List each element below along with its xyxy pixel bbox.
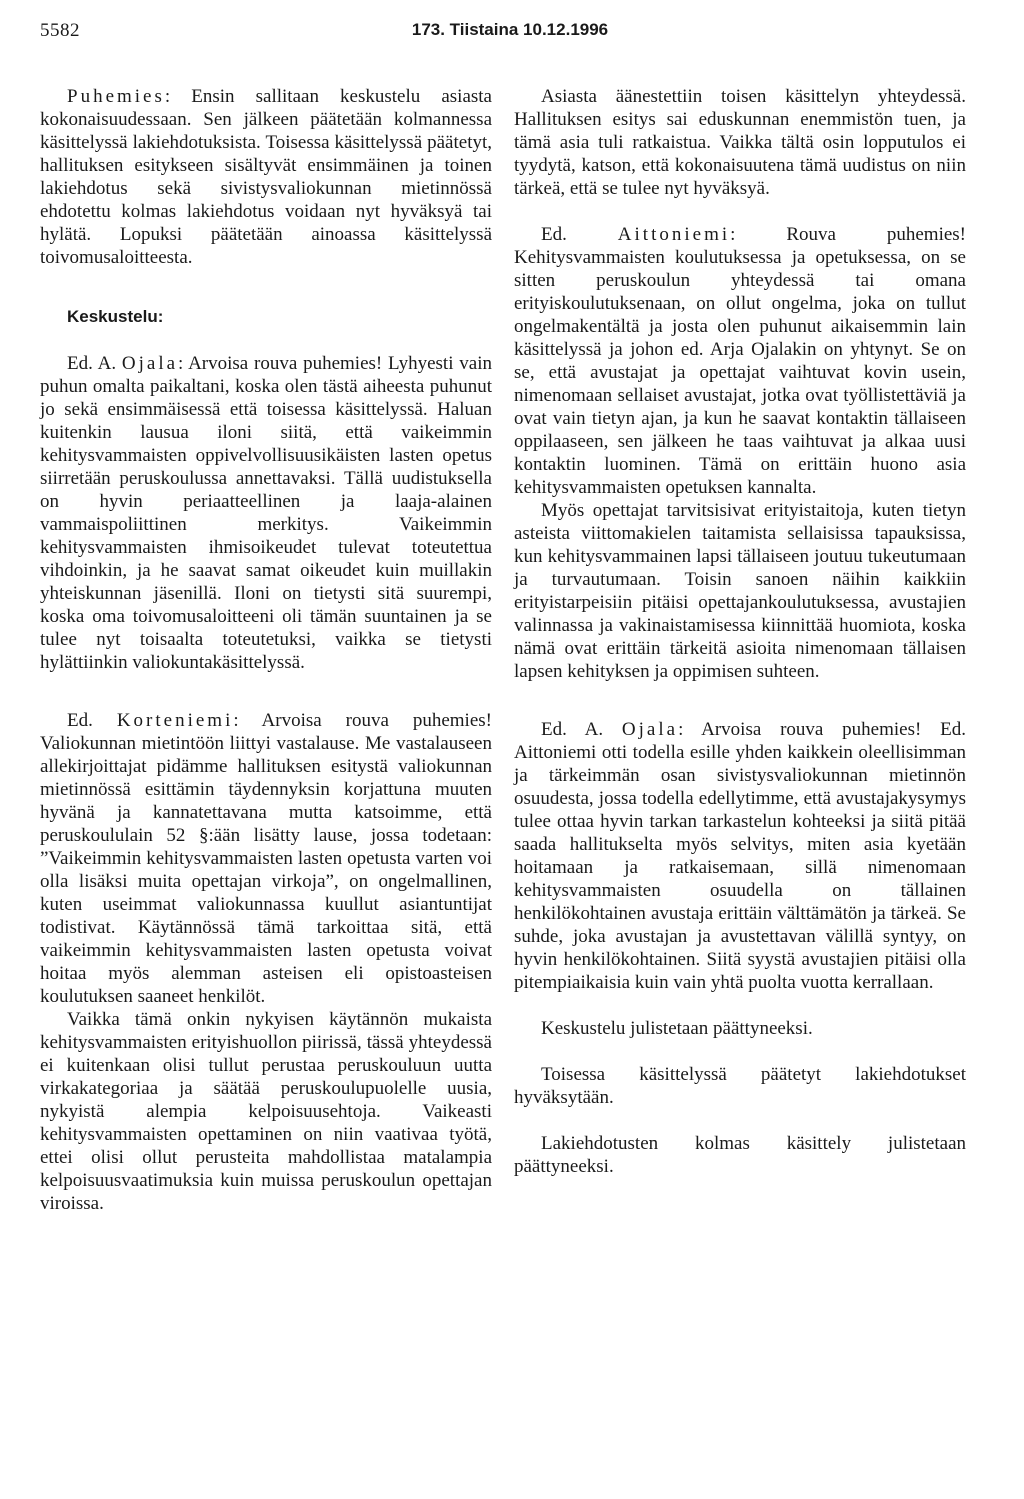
- speech-text: : Rouva puhemies! Kehitysvammaisten koulutuksessa ja opetuksessa, on se sitten peruskoulun yhteydessä tai omana erityiskoulutuksenaan, on ollut ongelma, joka on tullut ongelmakentältä ja josta olen puhunut aikaisemmin lain käsittelyssä ja johon ed. Arja Ojalakin on yhtynyt. Se on se, että avustajat ja opettajat vaihtuvat kovin usein, nimenomaan sellaiset avustajat, jotka ovat työllistettäviä ja ovat vain tietyn ajan, ja kun he saavat kontaktin tällaiseen oppilaaseen, sen jälkeen he taas vaihtuvat ja alkaa uusi kontaktin luominen. Tämä on erittäin huono asia kehitysvammaisten opetuksen kannalta.: [514, 224, 967, 498]
- speech-text: : Arvoisa rouva puhemies! Valiokunnan mietintöön liittyi vastalause. Me vastalauseen allekirjoittajat pidämme hallituksen esitystä valiokunnan mietinnössä esittämin täydennyksin korjattuna muuten hyvänä ja kannatettavana mutta katsoimme, että peruskoululain 52 §:ään lisätty lause, jossa todetaan: ”Vaikeimmin kehitysvammaisten lasten opetusta varten voi olla lisäksi muita opettajan virkoja”, on ongelmallinen, kuten useimmat valiokunnassa kuullut asiantuntijat todistivat. Käytännössä tämä tarkoittaa sitä, että vaikeimmin kehitysvammaisten lasten opetusta voivat hoitaa myös alemman asteisen eli opistoasteisen koulutuksen saaneet henkilöt.: [40, 710, 492, 1007]
- right-column: [514, 85, 966, 1178]
- left-column: [40, 85, 492, 1215]
- speaker-prefix: Ed.: [541, 224, 618, 245]
- approval-statement: Toisessa käsittelyssä päätetyt lakiehdotukset hyväksytään.: [514, 1064, 966, 1108]
- speech-ojala-2: [514, 718, 966, 994]
- speech-text: : Arvoisa rouva puhemies! Lyhyesti vain puhun omalta paikaltani, koska olen tästä aiheesta puhunut jo sekä ensimmäisessä että toisessa käsittelyssä. Haluan kuitenkin lausua iloni siitä, että vaikeimmin kehitysvammaisten oppivelvollisuusikäisten lasten opetus siirretään peruskoulussa annettavaksi. Tällä uudistuksella on hyvin periaatteellinen ja laaja-alainen vammaispoliittinen merkitys. Vaikeimmin kehitysvammaisten ihmisoikeudet tulevat toteutettua vihdoinkin, ja he saavat samat oikeudet kuin muillakin yhteiskunnan jäsenillä. Iloni on tietysti sitä suurempi, koska oma toivomusaloitteeni oli tämän suuntainen ja se tulee nyt toisaalta toteutetuksi, vaikka se tietysti hylättiinkin valiokuntakäsittelyssä.: [40, 353, 492, 673]
- speaker-prefix: Ed. A.: [67, 353, 122, 374]
- page-header: [40, 20, 980, 50]
- speech-ojala-1: [40, 352, 492, 674]
- speech-text: : Ensin sallitaan keskustelu asiasta kokonaisuudessaan. Sen jälkeen päätetään kolmannessa käsittelyssä lakiehdotuksista. Toisessa käsittelyssä päätetyt, hallituksen esitykseen sisältyvät ensimmäinen ja toinen lakiehdotus sekä sivistysvaliokunnan mietinnössä ehdotettu kolmas lakiehdotus voidaan nyt hyväksyä tai hylätä. Lopuksi päätetään ainoassa käsittelyssä toivomusaloitteesta.: [40, 86, 492, 268]
- speaker-name: Ojala: [121, 353, 179, 374]
- paragraph: Vaikka tämä onkin nykyisen käytännön mukaista kehitysvammaisten erityishuollon piirissä, tässä yhteydessä ei kuitenkaan olisi tullut perustaa peruskouluun uutta virkakategoriaa ja säätää peruskoulupuolelle uusia, nykyistä alempia kelpoisuusehtoja. Vaikeasti kehitysvammaisten opettaminen on niin vaativaa työtä, ettei olisi ollut perusteita mahdollistaa matalampia kelpoisuusvaatimuksia kuin muissa peruskoulun opettajan viroissa.: [40, 1009, 492, 1214]
- speaker-name: Aittoniemi: [617, 224, 731, 245]
- speech-korteniemi: [40, 709, 492, 1008]
- speaker-name: Korteniemi: [116, 710, 234, 731]
- page-number: 5582: [40, 20, 80, 41]
- speaker-prefix: Ed.: [67, 710, 117, 731]
- closing-statement: Keskustelu julistetaan päättyneeksi.: [541, 1018, 813, 1039]
- paragraph: Asiasta äänestettiin toisen käsittelyn yhteydessä. Hallituksen esitys sai eduskunnan enemmistön tuen, ja tämä asia tuli ratkaistua. Vaikka tältä osin lopputulos ei tyydytä, katson, että kokonaisuutena tämä uudistus on niin tärkeä, että se tulee nyt hyväksyä.: [514, 86, 966, 199]
- speech-text: : Arvoisa rouva puhemies! Ed. Aittoniemi otti todella esille yhden kaikkein oleellisimman ja tärkeimmän osan sivistysvaliokunnan mietinnön osuudesta, jossa todella edellytimme, että avustajakysymys tulee ottaa hyvin tarkan tarkastelun kohteeksi ja siitä pitää saada hallitukselta myös selvitys, miten asia kyetään hoitamaan ja ratkaisemaan, sillä nimenomaan kehitysvammaisten osuudella on tällainen henkilökohtainen avustaja erittäin välttämätön ja tärkeä. Se suhde, joka avustajan ja avustettavan välillä syntyy, on hyvin henkilökohtainen. Siitä syystä avustajien pitäisi olla pitempiaikaisia kuin vain yhtä puolta vuotta kerrallaan.: [514, 719, 966, 993]
- discussion-heading: Keskustelu:: [67, 307, 164, 326]
- speaker-name: Puhemies: [67, 86, 165, 107]
- paragraph: Myös opettajat tarvitsisivat erityistaitoja, kuten tietyn asteista viittomakielen taitamista sellaisissa tapauksissa, kun kehitysvammainen lapsi tällaiseen joutuu tukeutumaan ja turvautumaan. Toisin sanoen näihin kaikkiin erityistarpeisiin pitäisi opettajankoulutuksessa, avustajien valinnassa ja vakinaistamisessa kiinnittää huomiota, koska nämä ovat erittäin tärkeitä asioita nimenomaan tällaisen lapsen kehityksen ja oppimisen suhteen.: [514, 500, 966, 682]
- speech-aittoniemi: [514, 223, 966, 499]
- speaker-name: Ojala: [621, 719, 679, 740]
- final-statement: Lakiehdotusten kolmas käsittely julistetaan päättyneeksi.: [514, 1133, 966, 1177]
- session-title: 173. Tiistaina 10.12.1996: [411, 20, 609, 39]
- speaker-prefix: Ed. A.: [541, 719, 622, 740]
- speech-puhemies: [40, 85, 492, 269]
